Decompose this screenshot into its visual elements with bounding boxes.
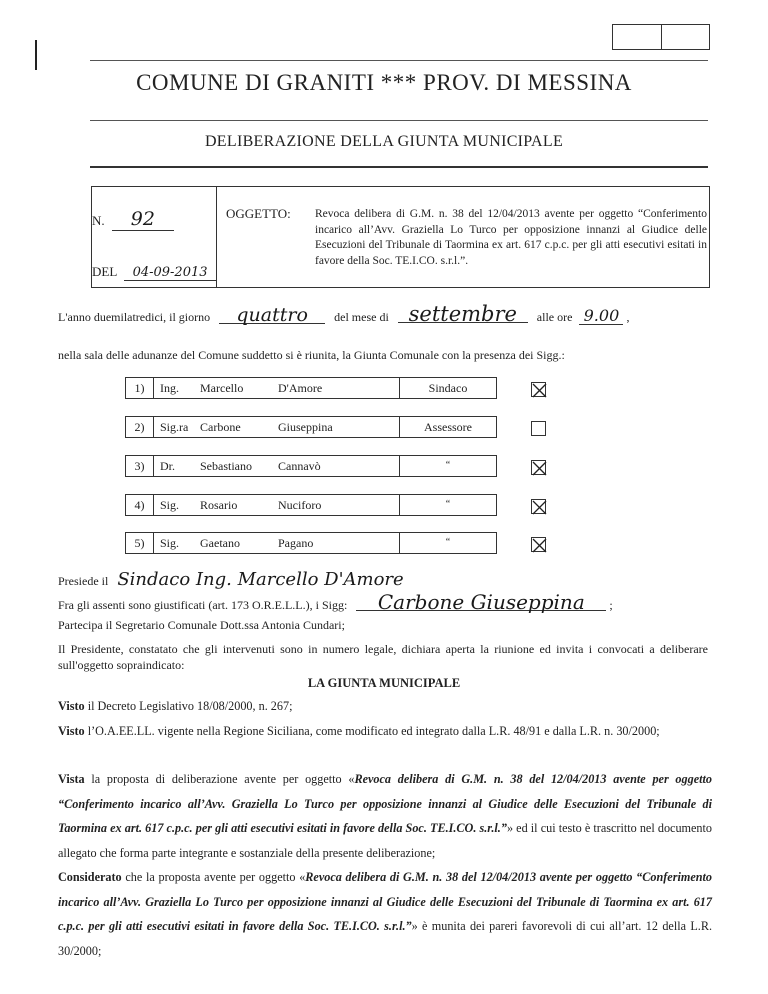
title-rule: [90, 120, 708, 121]
vista-label: Vista: [58, 772, 85, 786]
member-title: Sig.: [160, 536, 180, 550]
visto-text: l’O.A.EE.LL. vigente nella Regione Siciliana, come modificato ed integrato dalla L.R. 48/91 e dalla L.R. n. 30/2000;: [84, 724, 660, 738]
month-label: del mese di: [334, 310, 389, 324]
member-index: 2): [125, 416, 153, 438]
checkbox-x-icon: [532, 500, 547, 515]
president-statement: Il Presidente, constatato che gli intervenuti sono in numero legale, dichiara aperta la riunione ed invita i convocati a deliberare sull'oggetto sopraindicato:: [58, 642, 708, 672]
subject-text: Revoca delibera di G.M. n. 38 del 12/04/2013 avente per oggetto “Conferimento incarico all’Avv. Graziella Lo Turco per opposizione innanzi al Giudice delle Esecuzioni del Tribunale di Taormina ex art. 617 c.p.c. per gli atti esecutivi esitati in favore della Soc. TE.I.CO. s.r.l.”.: [315, 208, 707, 267]
member-title: Sig.ra: [160, 420, 189, 434]
absent-label: Fra gli assenti sono giustificati (art. 173 O.R.E.L.L.), i Sigg:: [58, 598, 348, 612]
checkbox-x-icon: [532, 461, 547, 476]
month-value: settembre: [398, 306, 528, 323]
checkbox-x-icon: [532, 383, 547, 398]
vista-pre: la proposta di deliberazione avente per oggetto «: [84, 772, 355, 786]
considerato-proposta: [58, 865, 712, 963]
visto-oaeell: [58, 719, 712, 744]
time-value: 9.00: [579, 308, 623, 325]
member-title: Ing.: [160, 381, 179, 395]
section-title: LA GIUNTA MUNICIPALE: [307, 676, 461, 690]
member-index: 1): [125, 377, 153, 399]
member-last-name: Nuciforo: [278, 498, 322, 512]
absent-value: Carbone Giuseppina: [356, 594, 606, 611]
member-last-name: D'Amore: [278, 381, 323, 395]
member-present-checkbox: [531, 537, 546, 552]
header-divider: [216, 187, 217, 287]
time-label: alle ore: [536, 310, 573, 324]
considerato-label: Considerato: [58, 870, 122, 884]
member-name-cell: [153, 532, 399, 554]
number-label: N.: [92, 213, 105, 228]
absent-end: ;: [609, 598, 613, 612]
member-title: Sig.: [160, 498, 180, 512]
presiding-value: Sindaco Ing. Marcello D'Amore: [117, 569, 404, 590]
considerato-pre: che la proposta avente per oggetto «: [121, 870, 306, 884]
member-last-name: Giuseppina: [278, 420, 333, 434]
member-index: 3): [125, 455, 153, 477]
member-first-name: Rosario: [200, 498, 238, 512]
visto-decreto: [58, 694, 712, 719]
date-field: [92, 264, 216, 281]
absent-line: [58, 590, 708, 614]
member-name-cell: [153, 416, 399, 438]
member-last-name: Pagano: [278, 536, 314, 550]
member-index: 5): [125, 532, 153, 554]
member-name-cell: [153, 377, 399, 399]
member-role: “: [399, 494, 497, 516]
presiding-line: [58, 569, 708, 590]
member-role: Sindaco: [399, 377, 497, 399]
date-label: DEL: [92, 264, 117, 279]
top-rule: [90, 60, 708, 61]
subject-label: OGGETTO:: [226, 206, 291, 221]
visto-label: Visto: [58, 724, 85, 738]
page-title: COMUNE DI GRANITI *** PROV. DI MESSINA: [136, 70, 632, 95]
vista-subject: Revoca delibera di G.M. n. 38 del 12/04/2013 avente per oggetto “Conferimento incarico all’Avv. Graziella Lo Turco per opposizione innanzi al Giudice delle Esecuzioni del Tribunale di Taormina ex art. 617 c.p.c. per gli atti esecutivi esitati in favore della Soc. TE.I.CO. s.r.l.”: [58, 772, 712, 835]
number-field: [92, 208, 174, 231]
protocol-code-box: [612, 24, 710, 50]
secretary-line: Partecipa il Segretario Comunale Dott.ssa Antonia Cundari;: [58, 618, 345, 632]
session-intro: [58, 302, 708, 326]
checkbox-x-icon: [532, 538, 547, 553]
document-subtitle: DELIBERAZIONE DELLA GIUNTA MUNICIPALE: [204, 133, 564, 150]
visto-text: il Decreto Legislativo 18/08/2000, n. 267;: [84, 699, 293, 713]
member-first-name: Sebastiano: [200, 459, 252, 473]
member-last-name: Cannavò: [278, 459, 321, 473]
session-location: nella sala delle adunanze del Comune suddetto si è riunita, la Giunta Comunale con la presenza dei Sigg.:: [58, 348, 565, 362]
subtitle-rule: [90, 166, 708, 168]
member-role: “: [399, 532, 497, 554]
member-absent-checkbox: [531, 421, 546, 436]
day-value: quattro: [219, 307, 325, 324]
number-value: 92: [112, 208, 174, 231]
member-index: 4): [125, 494, 153, 516]
member-name-cell: [153, 494, 399, 516]
member-first-name: Marcello: [200, 381, 244, 395]
member-present-checkbox: [531, 460, 546, 475]
presiding-label: Presiede il: [58, 574, 109, 588]
margin-mark: [35, 40, 37, 70]
member-first-name: Gaetano: [200, 536, 240, 550]
year-text: L'anno duemilatredici, il giorno: [58, 310, 211, 324]
vista-post: » ed il cui testo è trascritto nel documento allegato che forma parte integrante e sostanziale della presente deliberazione;: [58, 821, 713, 860]
intro-comma: ,: [626, 310, 630, 324]
member-role: Assessore: [399, 416, 497, 438]
considerato-subject: Revoca delibera di G.M. n. 38 del 12/04/2013 avente per oggetto “Conferimento incarico all’Avv. Graziella Lo Turco per opposizione innanzi al Giudice delle Esecuzioni del Tribunale di Taormina ex art. 617 c.p.c. per gli atti esecutivi esitati in favore della Soc. TE.I.CO. s.r.l.”: [58, 870, 712, 933]
member-present-checkbox: [531, 499, 546, 514]
member-title: Dr.: [160, 459, 175, 473]
visto-label: Visto: [58, 699, 85, 713]
member-present-checkbox: [531, 382, 546, 397]
member-role: “: [399, 455, 497, 477]
vista-proposta: [58, 767, 712, 865]
member-name-cell: [153, 455, 399, 477]
considerato-post: » è munita dei pareri favorevoli di cui all’art. 12 della L.R. 30/2000;: [58, 919, 712, 958]
date-value: 04-09-2013: [124, 265, 216, 281]
member-first-name: Carbone: [200, 420, 241, 434]
